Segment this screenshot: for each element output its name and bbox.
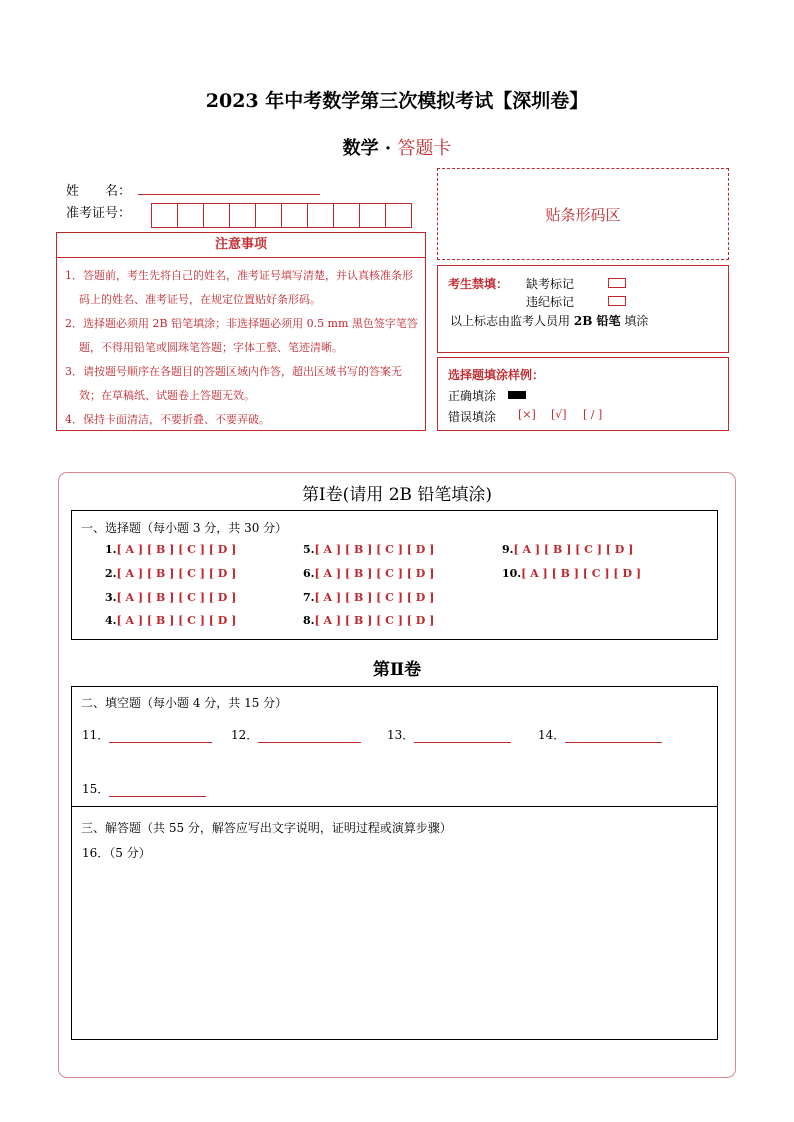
dot-separator: · — [384, 138, 392, 159]
answer-options[interactable]: [ A ] [ B ] [ C ] [ D ] — [314, 567, 435, 580]
correct-fill-sample — [508, 391, 526, 399]
fill-section — [71, 686, 718, 807]
answer-section[interactable] — [71, 806, 718, 1040]
choice-question[interactable] — [303, 591, 434, 604]
id-digit-box[interactable] — [307, 203, 334, 228]
id-digit-box[interactable] — [177, 203, 204, 228]
choice-question[interactable] — [105, 591, 236, 604]
id-digit-box[interactable] — [333, 203, 360, 228]
answer-options[interactable]: [ A ] [ B ] [ C ] [ D ] — [116, 591, 237, 604]
wrong-mark: [×] — [518, 408, 536, 421]
answer-line[interactable] — [258, 741, 361, 743]
sample-label: 选择题填涂样例： — [448, 368, 545, 382]
card-label: 答题卡 — [397, 138, 452, 159]
question-number: 5. — [303, 543, 315, 556]
fill-item — [387, 726, 511, 743]
proctor-panel — [437, 265, 729, 353]
answer-section-title: 三、解答题（共 55 分，解答应写出文字说明，证明过程或演算步骤） — [81, 821, 452, 835]
notice-item: 2．选择题必须用 2B 铅笔填涂；非选择题必须用 0.5 mm 黑色签字笔答题，不得用铅笔或圆珠笔答题；字体工整、笔迹清晰。 — [65, 317, 418, 354]
notice-list — [57, 258, 425, 432]
choice-question[interactable] — [105, 567, 236, 580]
subject-label: 数学 — [342, 138, 379, 159]
answer-options[interactable]: [ A ] [ B ] [ C ] [ D ] — [314, 591, 435, 604]
choice-question[interactable] — [105, 614, 236, 627]
question-number: 2. — [105, 567, 117, 580]
answer-line[interactable] — [414, 741, 511, 743]
card-subtitle — [0, 134, 794, 160]
proctor-note-prefix: 以上标志由监考人员用 — [450, 314, 571, 328]
answer-options[interactable]: [ A ] [ B ] [ C ] [ D ] — [116, 543, 237, 556]
wrong-mark: [ / ] — [583, 408, 603, 421]
barcode-label: 贴条形码区 — [545, 205, 621, 224]
choice-section-title: 一、选择题（每小题 3 分，共 30 分） — [81, 521, 288, 535]
notice-item: 3．请按题号顺序在各题目的答题区域内作答，超出区域书写的答案无效；在草稿纸、试题卷上答题无效。 — [65, 365, 402, 402]
exam-title: 2023 年中考数学第三次模拟考试【深圳卷】 — [205, 90, 589, 112]
wrong-label: 错误填涂 — [448, 410, 497, 424]
notice-panel — [56, 232, 426, 431]
proctor-label: 考生禁填： — [448, 277, 509, 291]
question-number: 7. — [303, 591, 315, 604]
violation-mark-label: 违纪标记 — [526, 295, 575, 309]
fill-number: 15． — [82, 782, 110, 796]
question-number: 1. — [105, 543, 117, 556]
id-digit-box[interactable] — [255, 203, 282, 228]
part2-title: 第Ⅱ卷 — [372, 660, 422, 680]
fill-number: 12． — [231, 728, 259, 742]
question-16-label: 16．（5 分） — [82, 846, 151, 860]
id-digit-box[interactable] — [281, 203, 308, 228]
answer-options[interactable]: [ A ] [ B ] [ C ] [ D ] — [314, 614, 435, 627]
fill-item — [82, 726, 212, 743]
absent-mark-box[interactable] — [608, 278, 626, 288]
notice-item: 1．答题前，考生先将自己的姓名，准考证号填写清楚，并认真核准条形码上的姓名、准考证号，在规定位置贴好条形码。 — [65, 269, 413, 306]
id-label: 准考证号： — [66, 206, 132, 221]
fill-item — [231, 726, 361, 743]
wrong-mark: [√] — [551, 408, 567, 421]
proctor-note-suffix: 填涂 — [624, 314, 649, 328]
notice-heading: 注意事项 — [57, 233, 425, 258]
fill-section-title: 二、填空题（每小题 4 分，共 15 分） — [81, 696, 288, 710]
proctor-note-bold: 2B 铅笔 — [573, 314, 621, 328]
correct-label: 正确填涂 — [448, 389, 497, 403]
id-number-boxes[interactable] — [152, 203, 412, 228]
violation-mark-box[interactable] — [608, 296, 626, 306]
part1-title: 第Ⅰ卷(请用 2B 铅笔填涂) — [301, 485, 493, 505]
choice-question[interactable] — [502, 567, 641, 580]
barcode-area — [437, 168, 729, 260]
answer-line[interactable] — [109, 741, 212, 743]
choice-section — [71, 510, 718, 640]
name-field[interactable] — [138, 193, 320, 195]
answer-options[interactable]: [ A ] [ B ] [ C ] [ D ] — [521, 567, 642, 580]
fill-item — [82, 780, 206, 797]
answer-options[interactable]: [ A ] [ B ] [ C ] [ D ] — [116, 614, 237, 627]
choice-question[interactable] — [105, 543, 236, 556]
choice-question[interactable] — [303, 543, 434, 556]
name-label: 姓 名： — [66, 184, 132, 199]
question-number: 4. — [105, 614, 117, 627]
question-number: 10. — [502, 567, 522, 580]
proctor-note — [450, 312, 648, 329]
question-number: 8. — [303, 614, 315, 627]
id-digit-box[interactable] — [229, 203, 256, 228]
question-number: 3. — [105, 591, 117, 604]
choice-question[interactable] — [502, 543, 633, 556]
id-digit-box[interactable] — [359, 203, 386, 228]
answer-options[interactable]: [ A ] [ B ] [ C ] [ D ] — [513, 543, 634, 556]
fill-item — [538, 726, 662, 743]
notice-item: 4．保持卡面清洁，不要折叠、不要弄破。 — [65, 413, 270, 426]
fill-number: 13． — [387, 728, 415, 742]
fill-number: 11． — [82, 728, 110, 742]
answer-options[interactable]: [ A ] [ B ] [ C ] [ D ] — [314, 543, 435, 556]
question-number: 9. — [502, 543, 514, 556]
absent-mark-label: 缺考标记 — [526, 277, 575, 291]
choice-question[interactable] — [303, 614, 434, 627]
answer-options[interactable]: [ A ] [ B ] [ C ] [ D ] — [116, 567, 237, 580]
id-digit-box[interactable] — [203, 203, 230, 228]
id-digit-box[interactable] — [385, 203, 412, 228]
question-number: 6. — [303, 567, 315, 580]
id-digit-box[interactable] — [151, 203, 178, 228]
answer-line[interactable] — [109, 795, 206, 797]
answer-line[interactable] — [565, 741, 662, 743]
sample-panel — [437, 357, 729, 431]
fill-number: 14． — [538, 728, 566, 742]
choice-question[interactable] — [303, 567, 434, 580]
